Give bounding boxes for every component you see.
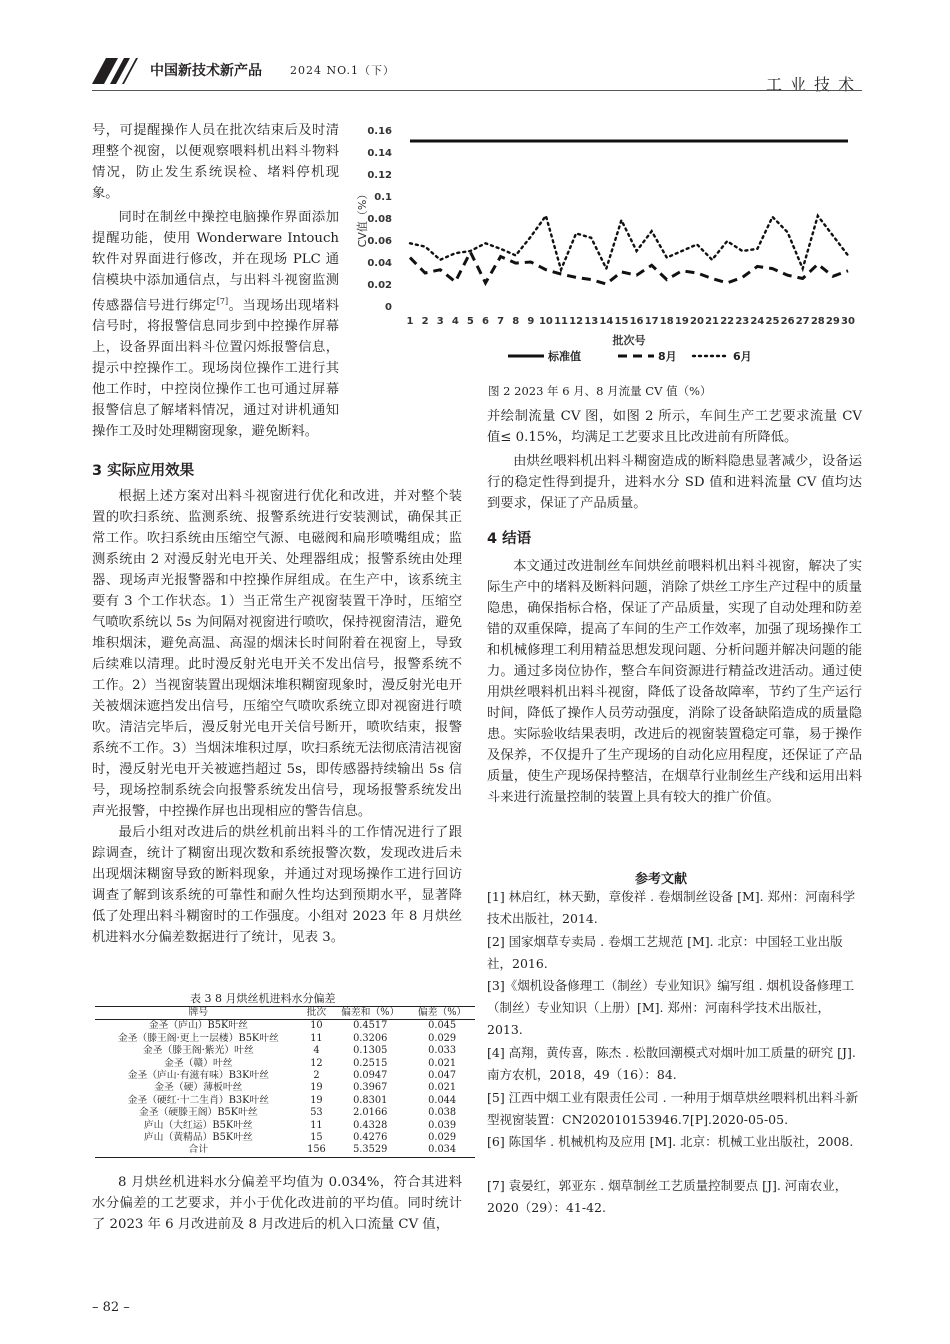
section-heading-3: 3 实际应用效果 [92,463,195,479]
table-cell: 0.038 [428,1107,457,1119]
table-cell: 合计 [95,1144,302,1157]
x-tick-label: 9 [527,316,535,327]
table-cell: 5.3529 [331,1144,409,1157]
x-tick-label: 29 [825,316,840,327]
page-number: – 82 – [92,1300,130,1315]
table-cell: 53 [310,1107,323,1119]
table-header: 牌号 [95,1007,302,1020]
table-cell: 0.0947 [353,1070,388,1082]
y-tick-label: 0.12 [367,170,392,181]
x-tick-label: 25 [765,316,780,327]
table-row [95,1120,475,1132]
table-cell: 金圣（滕王阁·紫光）叶丝 [142,1045,254,1057]
table-cell: 0.4276 [353,1132,388,1144]
legend-label: 8月 [658,350,677,363]
table-cell: 2.0166 [353,1107,388,1119]
paragraph-text: 根据上述方案对出料斗视窗进行优化和改进，并对整个装置的吹扫系统、监测系统、报警系统进行安装测试，确保其正常工作。吹扫系统由压缩空气源、电磁阀和扁形喷嘴组成；监测系统由 2 对漫反射光电开关、处理器组成；报警系统由处理器、现场声光报警器和中控操作屏组成。在生产中，该系统主要有 3 个工作状态。1）当正常生产视窗装置干净时，压缩空气喷吹系统以 5s 为间隔对视窗进行喷吹，保持视窗清洁，避免堆积烟沫，避免高温、高湿的烟沫长时间附着在视窗上，导致后续难以清理。此时漫反射光电开关不发出信号，报警系统不工作。2）当视窗装置出现烟沫堆积糊窗现象时，漫反射光电开关被烟沫遮挡发出信号，压缩空气喷吹系统立即对视窗进行喷吹。清洁完毕后，漫反射光电开关信号断开，喷吹结束，报警系统不工作。3）当烟沫堆积过厚，吹扫系统无法彻底清洁视窗时，漫反射光电开关被遮挡超过 5s，即传感器持续输出 5s 信号，现场控制系统会向报警系统发出信号，现场报警系统发出声光报警，中控操作屏也出现相应的警告信息。 [92,489,462,819]
reference-item: [3]《烟机设备修理工（制丝）专业知识》编写组 . 烟机设备修理工（制丝）专业知识（上册）[M]. 郑州：河南科学技术出版社，2013. [487,978,855,1037]
legend-label: 标准值 [548,350,581,363]
table-cell: 0.021 [428,1057,457,1069]
table-cell: 0.029 [428,1032,457,1044]
references-title: 参考文献 [635,872,688,887]
paragraph [92,822,462,948]
paragraph: 并绘制流量 CV 图，如图 2 所示，车间生产工艺要求流量 CV 值≤ 0.15%，均满足工艺要求且比改进前有所降低。 [487,409,862,445]
table-cell: 0.029 [428,1132,457,1144]
table-cell: 11 [310,1032,323,1044]
journal-name: 中国新技术新产品 [150,63,262,79]
paragraph-text: 由烘丝喂料机出料斗糊窗造成的断料隐患显著减少，设备运行的稳定性得到提升，进料水分 SD 值和进料流量 CV 值均达到要求，保证了产品质量。 [487,454,862,511]
table-caption: 表 3 8 月烘丝机进料水分偏差 [190,992,336,1005]
table-row [95,1144,475,1157]
cv-line-chart [358,118,868,380]
table-cell: 0.3206 [353,1032,388,1044]
table-cell: 0.045 [428,1020,457,1032]
x-tick-label: 18 [659,316,674,327]
table-cell: 金圣（硬）薄板叶丝 [154,1082,243,1094]
paragraph [92,486,462,822]
table-cell: 0.047 [428,1070,457,1082]
legend-label: 6月 [733,350,752,363]
y-tick-label: 0.1 [374,192,392,203]
paragraph: 号，可提醒操作人员在批次结束后及时清理整个视窗，以便观察喂料机出料斗物料情况，防止发生系统误检、堵料停机现象。 [92,123,339,201]
series-line-june [410,216,848,270]
table-cell: 156 [302,1144,332,1157]
x-tick-label: 30 [841,316,855,327]
x-tick-label: 4 [451,316,459,327]
table-cell: 0.033 [428,1045,457,1057]
section-title: 工业技术 [765,75,862,94]
table-cell: 金圣（庐山·有滋有味）B3K叶丝 [127,1070,270,1082]
table-cell: 4 [313,1045,320,1057]
reference-item: [6] 陈国华 . 机械机构及应用 [M]. 北京：机械工业出版社，2008. [487,1134,854,1149]
table-cell: 0.4328 [353,1119,388,1131]
x-tick-label: 2 [421,316,429,327]
table-row [95,1082,475,1094]
journal-issue: 2024 NO.1（下） [290,64,395,77]
table-row [95,1045,475,1057]
y-tick-label: 0.14 [367,148,392,159]
paragraph-text: 8 月烘丝机进料水分偏差平均值为 0.034%，符合其进料水分偏差的工艺要求，并小于优化改进前的平均值。同时统计了 2023 年 6 月改进前及 8 月改进后的机入口流量 CV 值， [92,1175,462,1232]
x-tick-label: 6 [482,316,490,327]
table-cell: 12 [310,1057,323,1069]
paragraph [92,207,339,442]
table-cell: 金圣（硬滕王阁）B5K叶丝 [138,1107,258,1119]
table-cell: 金圣（硬红·十二生肖）B3K叶丝 [127,1094,270,1106]
table-cell: 0.039 [428,1119,457,1131]
reference-item: [5] 江西中烟工业有限责任公司 . 一种用于烟草烘丝喂料机出料斗新型视窗装置：CN202010153946.7[P].2020-05-05. [487,1090,859,1127]
reference-item: [2] 国家烟草专卖局 . 卷烟工艺规范 [M]. 北京：中国轻工业出版社，2016. [487,934,843,971]
table-row [95,1132,475,1144]
table-cell: 庐山（大红运）B5K叶丝 [143,1119,253,1131]
x-tick-label: 20 [690,316,704,327]
x-tick-label: 7 [497,316,505,327]
x-tick-label: 22 [720,316,735,327]
y-tick-label: 0.16 [367,126,392,137]
x-tick-label: 14 [599,316,614,327]
table-cell: 0.034 [409,1144,475,1157]
reference-item: [1] 林启红，林天勤，章俊祥 . 卷烟制丝设备 [M]. 郑州：河南科学技术出版社，2014. [487,889,856,926]
table-cell: 0.8301 [353,1094,388,1106]
series-line-august [410,252,848,284]
x-tick-label: 28 [810,316,825,327]
table-row [95,1070,475,1082]
x-tick-label: 1 [406,316,414,327]
table-cell: 19 [310,1082,323,1094]
journal-logo [92,58,138,84]
y-axis-label: CV值（%） [356,188,369,248]
table-cell: 0.2515 [353,1057,388,1069]
table-header: 批次 [302,1007,332,1020]
x-tick-label: 11 [554,316,568,327]
table-cell: 金圣（滕王阁·更上一层楼）B5K叶丝 [117,1032,279,1044]
x-tick-label: 12 [569,316,584,327]
y-tick-label: 0 [385,302,392,313]
x-tick-label: 21 [705,316,720,327]
paragraph [92,1172,462,1235]
y-tick-label: 0.02 [367,280,392,291]
header-rule [92,90,862,91]
table-cell: 庐山（黄精品）B5K叶丝 [143,1132,253,1144]
table-row [95,1020,475,1033]
table-cell: 金圣（赣）叶丝 [164,1057,233,1069]
paragraph-text: 同时在制丝中操控电脑操作界面添加提醒功能，使用 Wonderware Intouch 软件对界面进行修改，并在现场 PLC 通信模块中添加通信点，与出料斗视窗监测传感器信号进行绑定 [92,210,339,314]
y-tick-label: 0.04 [367,258,392,269]
table-cell: 0.4517 [353,1020,388,1032]
reference-item: [4] 高翔，黄传喜，陈杰 . 松散回潮模式对烟叶加工质量的研究 [J]. 南方农机，2018，49（16）：84. [487,1045,856,1082]
section-heading-4: 4 结语 [487,531,532,547]
table-header: 偏差和（%） [331,1007,409,1020]
table-header-row [95,1007,475,1020]
y-tick-label: 0.08 [367,214,392,225]
paragraph-text: 最后小组对改进后的烘丝机前出料斗的工作情况进行了跟踪调查，统计了糊窗出现次数和系统报警次数，发现改进后未出现烟沫糊窗导致的断料现象，并通过对现场操作工进行回访调查了解到该系统的可靠性和耐久性均达到预期水平，显著降低了处理出料斗糊窗时的工作强度。小组对 2023 年 8 月烘丝机进料水分偏差数据进行了统计，见表 3。 [92,825,462,945]
x-tick-label: 15 [614,316,629,327]
table-row [95,1107,475,1119]
table-cell: 0.044 [428,1094,457,1106]
figure-caption: 图 2 2023 年 6 月、8 月流量 CV 值（%） [488,384,712,398]
reference-item: [7] 袁晏红，郭亚东 . 烟草制丝工艺质量控制要点 [J]. 河南农业，2020（29）：41-42. [487,1178,848,1215]
table-cell: 0.021 [428,1082,457,1094]
table-cell: 15 [310,1132,323,1144]
paragraph-text: 本文通过改进制丝车间烘丝前喂料机出料斗视窗，解决了实际生产中的堵料及断料问题，消除了烘丝工序生产过程中的质量隐患，确保指标合格，保证了产品质量，实现了自动处理和防差错的双重保障，提高了车间的生产工作效率，加强了现场操作工和机械修理工利用精益思想发现问题、分析问题并解决问题的能力。通过多岗位协作，整合车间资源进行精益改进活动。通过使用烘丝喂料机出料斗视窗，降低了设备故障率，节约了生产运行时间，降低了操作人员劳动强度，消除了设备缺陷造成的质量隐患。实际验收结果表明，改进后的视窗装置稳定可靠，易于操作及保养，不仅提升了生产现场的自动化应用程度，还保证了产品质量，使生产现场保持整洁，在烟草行业制丝生产线和运用出料斗来进行流量控制的装置上具有较大的推广价值。 [487,559,862,805]
table-row [95,1058,475,1070]
x-tick-label: 17 [644,316,659,327]
table-cell: 2 [313,1070,320,1082]
x-tick-label: 10 [538,316,553,327]
table-3 [95,1006,475,1158]
x-tick-label: 8 [512,316,520,327]
paragraph-text: 。当现场出现堵料信号时，将报警信息同步到中控操作屏幕上，设备界面出料斗位置闪烁报警信息，提示中控操作工。现场岗位操作工进行其他工作时，中控岗位操作工也可通过屏幕报警信息了解堵料情况，通过对讲机通知操作工及时处理糊窗现象，避免断料。 [92,298,340,440]
table-cell: 11 [310,1119,323,1131]
table-cell: 0.1305 [353,1045,388,1057]
x-tick-label: 16 [629,316,644,327]
table-cell: 0.3967 [353,1082,388,1094]
citation: [7] [216,297,229,306]
x-tick-label: 23 [735,316,750,327]
x-tick-label: 3 [436,316,444,327]
table-cell: 金圣（庐山）B5K叶丝 [148,1020,248,1032]
x-axis-label: 批次号 [612,334,646,347]
x-tick-label: 13 [584,316,599,327]
y-tick-label: 0.06 [367,236,392,247]
x-tick-label: 19 [674,316,689,327]
table-row [95,1033,475,1045]
paragraph [487,451,862,514]
table-header: 偏差（%） [409,1007,475,1020]
table-cell: 10 [310,1020,323,1032]
x-tick-label: 26 [780,316,795,327]
x-tick-label: 24 [750,316,765,327]
x-tick-label: 5 [466,316,474,327]
x-tick-label: 27 [795,316,810,327]
paragraph [487,556,862,808]
table-row [95,1095,475,1107]
table-cell: 19 [310,1094,323,1106]
